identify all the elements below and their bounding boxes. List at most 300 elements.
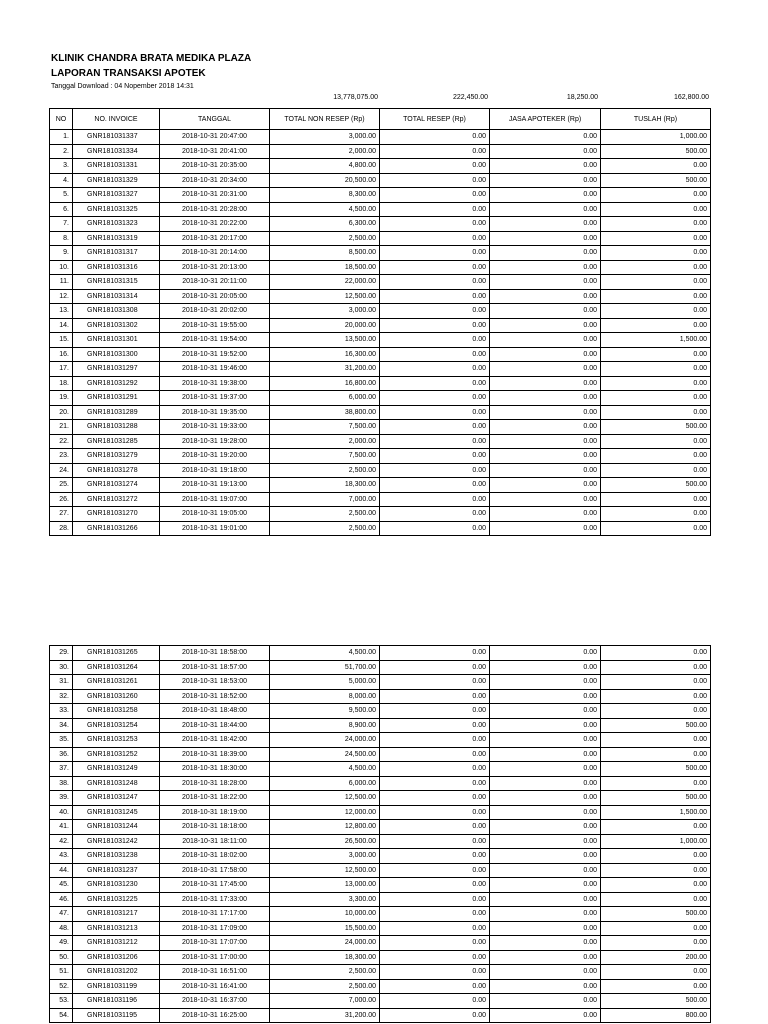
cell-non-resep: 7,500.00 (270, 420, 380, 435)
table-row (50, 231, 711, 246)
cell-tanggal: 2018-10-31 19:07:00 (160, 492, 270, 507)
table-row (50, 747, 711, 762)
cell-jasa: 0.00 (490, 405, 601, 420)
cell-tanggal: 2018-10-31 20:47:00 (160, 130, 270, 145)
cell-resep: 0.00 (380, 820, 490, 835)
cell-invoice: GNR181031291 (73, 391, 160, 406)
cell-no: 30. (50, 660, 73, 675)
table-row (50, 979, 711, 994)
table-row (50, 994, 711, 1009)
cell-jasa: 0.00 (490, 202, 601, 217)
cell-tanggal: 2018-10-31 18:58:00 (160, 646, 270, 661)
cell-non-resep: 5,000.00 (270, 675, 380, 690)
cell-resep: 0.00 (380, 950, 490, 965)
cell-no: 7. (50, 217, 73, 232)
cell-tuslah: 0.00 (601, 217, 711, 232)
cell-tanggal: 2018-10-31 20:17:00 (160, 231, 270, 246)
cell-resep: 0.00 (380, 173, 490, 188)
cell-resep: 0.00 (380, 936, 490, 951)
cell-resep: 0.00 (380, 347, 490, 362)
cell-resep: 0.00 (380, 420, 490, 435)
cell-resep: 0.00 (380, 733, 490, 748)
cell-jasa: 0.00 (490, 791, 601, 806)
cell-non-resep: 6,300.00 (270, 217, 380, 232)
cell-jasa: 0.00 (490, 892, 601, 907)
cell-no: 47. (50, 907, 73, 922)
cell-no: 12. (50, 289, 73, 304)
table-row (50, 820, 711, 835)
transaction-table-page-2 (49, 645, 711, 1023)
cell-no: 53. (50, 994, 73, 1009)
cell-tanggal: 2018-10-31 20:05:00 (160, 289, 270, 304)
cell-tanggal: 2018-10-31 20:28:00 (160, 202, 270, 217)
cell-tuslah: 0.00 (601, 660, 711, 675)
cell-resep: 0.00 (380, 521, 490, 536)
table-row (50, 318, 711, 333)
cell-no: 45. (50, 878, 73, 893)
cell-invoice: GNR181031319 (73, 231, 160, 246)
cell-invoice: GNR181031325 (73, 202, 160, 217)
table-row (50, 420, 711, 435)
cell-jasa: 0.00 (490, 950, 601, 965)
table-row (50, 478, 711, 493)
cell-jasa: 0.00 (490, 304, 601, 319)
cell-no: 50. (50, 950, 73, 965)
cell-tuslah: 1,500.00 (601, 805, 711, 820)
table-body-page-2 (50, 646, 711, 1023)
cell-invoice: GNR181031302 (73, 318, 160, 333)
cell-resep: 0.00 (380, 391, 490, 406)
cell-tuslah: 0.00 (601, 492, 711, 507)
table-row (50, 675, 711, 690)
cell-non-resep: 3,300.00 (270, 892, 380, 907)
cell-tanggal: 2018-10-31 20:41:00 (160, 144, 270, 159)
cell-jasa: 0.00 (490, 376, 601, 391)
cell-tuslah: 500.00 (601, 144, 711, 159)
cell-non-resep: 12,500.00 (270, 863, 380, 878)
cell-non-resep: 13,500.00 (270, 333, 380, 348)
cell-jasa: 0.00 (490, 521, 601, 536)
cell-non-resep: 12,800.00 (270, 820, 380, 835)
table-row (50, 907, 711, 922)
cell-tuslah: 500.00 (601, 718, 711, 733)
cell-invoice: GNR181031297 (73, 362, 160, 377)
cell-non-resep: 18,300.00 (270, 478, 380, 493)
cell-no: 46. (50, 892, 73, 907)
cell-tanggal: 2018-10-31 17:58:00 (160, 863, 270, 878)
cell-tuslah: 1,500.00 (601, 333, 711, 348)
table-row (50, 805, 711, 820)
cell-invoice: GNR181031285 (73, 434, 160, 449)
cell-invoice: GNR181031308 (73, 304, 160, 319)
clinic-title: KLINIK CHANDRA BRATA MEDIKA PLAZA (51, 53, 252, 64)
cell-tanggal: 2018-10-31 18:48:00 (160, 704, 270, 719)
total-jasa-apoteker: 18,250.00 (566, 94, 598, 101)
cell-no: 10. (50, 260, 73, 275)
cell-jasa: 0.00 (490, 362, 601, 377)
cell-tuslah: 0.00 (601, 347, 711, 362)
cell-invoice: GNR181031292 (73, 376, 160, 391)
col-header-invoice: NO. INVOICE (73, 109, 160, 130)
cell-non-resep: 6,000.00 (270, 776, 380, 791)
cell-no: 32. (50, 689, 73, 704)
cell-resep: 0.00 (380, 994, 490, 1009)
cell-jasa: 0.00 (490, 878, 601, 893)
cell-jasa: 0.00 (490, 333, 601, 348)
cell-invoice: GNR181031248 (73, 776, 160, 791)
table-row (50, 202, 711, 217)
cell-invoice: GNR181031265 (73, 646, 160, 661)
cell-jasa: 0.00 (490, 805, 601, 820)
cell-invoice: GNR181031270 (73, 507, 160, 522)
cell-no: 42. (50, 834, 73, 849)
cell-resep: 0.00 (380, 434, 490, 449)
cell-jasa: 0.00 (490, 188, 601, 203)
col-header-tuslah: TUSLAH (Rp) (601, 109, 711, 130)
table-row (50, 892, 711, 907)
cell-resep: 0.00 (380, 878, 490, 893)
cell-tanggal: 2018-10-31 19:28:00 (160, 434, 270, 449)
report-title: LAPORAN TRANSAKSI APOTEK (51, 68, 206, 79)
cell-resep: 0.00 (380, 849, 490, 864)
cell-resep: 0.00 (380, 478, 490, 493)
cell-invoice: GNR181031260 (73, 689, 160, 704)
cell-jasa: 0.00 (490, 907, 601, 922)
table-row (50, 376, 711, 391)
table-row (50, 863, 711, 878)
cell-jasa: 0.00 (490, 478, 601, 493)
cell-tanggal: 2018-10-31 18:11:00 (160, 834, 270, 849)
table-row (50, 965, 711, 980)
cell-invoice: GNR181031316 (73, 260, 160, 275)
cell-non-resep: 7,000.00 (270, 492, 380, 507)
cell-tuslah: 0.00 (601, 878, 711, 893)
cell-tanggal: 2018-10-31 20:34:00 (160, 173, 270, 188)
cell-no: 44. (50, 863, 73, 878)
cell-jasa: 0.00 (490, 130, 601, 145)
total-resep: 222,450.00 (452, 94, 488, 101)
cell-non-resep: 2,500.00 (270, 521, 380, 536)
cell-tanggal: 2018-10-31 20:22:00 (160, 217, 270, 232)
cell-invoice: GNR181031301 (73, 333, 160, 348)
table-row (50, 275, 711, 290)
cell-resep: 0.00 (380, 1008, 490, 1023)
cell-non-resep: 12,500.00 (270, 791, 380, 806)
cell-resep: 0.00 (380, 979, 490, 994)
cell-tuslah: 0.00 (601, 260, 711, 275)
cell-resep: 0.00 (380, 507, 490, 522)
cell-jasa: 0.00 (490, 1008, 601, 1023)
cell-resep: 0.00 (380, 704, 490, 719)
cell-non-resep: 10,000.00 (270, 907, 380, 922)
cell-jasa: 0.00 (490, 144, 601, 159)
cell-resep: 0.00 (380, 675, 490, 690)
cell-non-resep: 26,500.00 (270, 834, 380, 849)
cell-jasa: 0.00 (490, 820, 601, 835)
cell-non-resep: 24,000.00 (270, 733, 380, 748)
table-row (50, 1008, 711, 1023)
cell-resep: 0.00 (380, 159, 490, 174)
cell-resep: 0.00 (380, 965, 490, 980)
cell-no: 9. (50, 246, 73, 261)
table-row (50, 144, 711, 159)
table-row (50, 260, 711, 275)
cell-invoice: GNR181031315 (73, 275, 160, 290)
cell-no: 1. (50, 130, 73, 145)
cell-resep: 0.00 (380, 449, 490, 464)
cell-tanggal: 2018-10-31 19:55:00 (160, 318, 270, 333)
cell-resep: 0.00 (380, 318, 490, 333)
cell-resep: 0.00 (380, 747, 490, 762)
cell-non-resep: 18,300.00 (270, 950, 380, 965)
cell-tanggal: 2018-10-31 18:53:00 (160, 675, 270, 690)
cell-tuslah: 0.00 (601, 304, 711, 319)
cell-invoice: GNR181031266 (73, 521, 160, 536)
cell-jasa: 0.00 (490, 979, 601, 994)
cell-no: 11. (50, 275, 73, 290)
cell-tanggal: 2018-10-31 19:18:00 (160, 463, 270, 478)
cell-no: 35. (50, 733, 73, 748)
cell-non-resep: 20,500.00 (270, 173, 380, 188)
cell-non-resep: 3,000.00 (270, 849, 380, 864)
cell-no: 15. (50, 333, 73, 348)
table-body-page-1 (50, 130, 711, 536)
table-row (50, 449, 711, 464)
cell-resep: 0.00 (380, 202, 490, 217)
cell-tanggal: 2018-10-31 20:13:00 (160, 260, 270, 275)
cell-jasa: 0.00 (490, 863, 601, 878)
cell-invoice: GNR181031331 (73, 159, 160, 174)
cell-jasa: 0.00 (490, 762, 601, 777)
cell-resep: 0.00 (380, 362, 490, 377)
cell-non-resep: 20,000.00 (270, 318, 380, 333)
cell-resep: 0.00 (380, 762, 490, 777)
cell-jasa: 0.00 (490, 776, 601, 791)
table-row (50, 130, 711, 145)
cell-tanggal: 2018-10-31 18:02:00 (160, 849, 270, 864)
cell-non-resep: 7,500.00 (270, 449, 380, 464)
cell-jasa: 0.00 (490, 463, 601, 478)
table-row (50, 521, 711, 536)
cell-tuslah: 0.00 (601, 434, 711, 449)
cell-resep: 0.00 (380, 260, 490, 275)
cell-tanggal: 2018-10-31 20:31:00 (160, 188, 270, 203)
cell-resep: 0.00 (380, 718, 490, 733)
cell-invoice: GNR181031329 (73, 173, 160, 188)
cell-tanggal: 2018-10-31 19:20:00 (160, 449, 270, 464)
cell-tanggal: 2018-10-31 18:28:00 (160, 776, 270, 791)
cell-no: 43. (50, 849, 73, 864)
cell-tanggal: 2018-10-31 16:25:00 (160, 1008, 270, 1023)
cell-tanggal: 2018-10-31 19:38:00 (160, 376, 270, 391)
cell-tanggal: 2018-10-31 16:37:00 (160, 994, 270, 1009)
cell-jasa: 0.00 (490, 231, 601, 246)
cell-no: 29. (50, 646, 73, 661)
cell-non-resep: 2,500.00 (270, 965, 380, 980)
cell-no: 22. (50, 434, 73, 449)
cell-non-resep: 8,300.00 (270, 188, 380, 203)
cell-invoice: GNR181031244 (73, 820, 160, 835)
cell-tuslah: 0.00 (601, 979, 711, 994)
cell-tanggal: 2018-10-31 19:05:00 (160, 507, 270, 522)
table-row (50, 689, 711, 704)
cell-non-resep: 9,500.00 (270, 704, 380, 719)
cell-jasa: 0.00 (490, 834, 601, 849)
cell-tuslah: 0.00 (601, 449, 711, 464)
cell-invoice: GNR181031213 (73, 921, 160, 936)
transaction-table-page-1 (49, 108, 711, 536)
cell-invoice: GNR181031249 (73, 762, 160, 777)
cell-resep: 0.00 (380, 863, 490, 878)
cell-resep: 0.00 (380, 304, 490, 319)
cell-resep: 0.00 (380, 921, 490, 936)
cell-tanggal: 2018-10-31 18:30:00 (160, 762, 270, 777)
cell-invoice: GNR181031230 (73, 878, 160, 893)
cell-jasa: 0.00 (490, 675, 601, 690)
cell-jasa: 0.00 (490, 507, 601, 522)
cell-tuslah: 0.00 (601, 965, 711, 980)
cell-no: 14. (50, 318, 73, 333)
cell-invoice: GNR181031334 (73, 144, 160, 159)
cell-invoice: GNR181031314 (73, 289, 160, 304)
cell-no: 36. (50, 747, 73, 762)
cell-tanggal: 2018-10-31 18:57:00 (160, 660, 270, 675)
cell-tanggal: 2018-10-31 20:35:00 (160, 159, 270, 174)
cell-tuslah: 500.00 (601, 791, 711, 806)
cell-non-resep: 3,000.00 (270, 304, 380, 319)
cell-tanggal: 2018-10-31 19:01:00 (160, 521, 270, 536)
cell-non-resep: 4,800.00 (270, 159, 380, 174)
table-row (50, 646, 711, 661)
cell-invoice: GNR181031202 (73, 965, 160, 980)
cell-tanggal: 2018-10-31 18:18:00 (160, 820, 270, 835)
cell-jasa: 0.00 (490, 492, 601, 507)
cell-tuslah: 500.00 (601, 762, 711, 777)
cell-non-resep: 16,800.00 (270, 376, 380, 391)
cell-non-resep: 16,300.00 (270, 347, 380, 362)
cell-jasa: 0.00 (490, 449, 601, 464)
table-row (50, 173, 711, 188)
cell-tanggal: 2018-10-31 17:00:00 (160, 950, 270, 965)
cell-non-resep: 51,700.00 (270, 660, 380, 675)
cell-tuslah: 0.00 (601, 159, 711, 174)
table-row (50, 188, 711, 203)
table-row (50, 434, 711, 449)
table-row (50, 507, 711, 522)
cell-invoice: GNR181031300 (73, 347, 160, 362)
cell-no: 16. (50, 347, 73, 362)
cell-resep: 0.00 (380, 130, 490, 145)
cell-non-resep: 12,500.00 (270, 289, 380, 304)
cell-resep: 0.00 (380, 907, 490, 922)
cell-no: 25. (50, 478, 73, 493)
cell-tuslah: 0.00 (601, 362, 711, 377)
total-tuslah: 162,800.00 (673, 94, 709, 101)
cell-jasa: 0.00 (490, 159, 601, 174)
cell-tuslah: 0.00 (601, 675, 711, 690)
cell-no: 8. (50, 231, 73, 246)
cell-invoice: GNR181031317 (73, 246, 160, 261)
cell-tanggal: 2018-10-31 19:33:00 (160, 420, 270, 435)
table-row (50, 217, 711, 232)
cell-tanggal: 2018-10-31 19:52:00 (160, 347, 270, 362)
cell-tanggal: 2018-10-31 19:13:00 (160, 478, 270, 493)
cell-invoice: GNR181031196 (73, 994, 160, 1009)
cell-invoice: GNR181031274 (73, 478, 160, 493)
cell-tanggal: 2018-10-31 17:09:00 (160, 921, 270, 936)
table-row (50, 391, 711, 406)
cell-invoice: GNR181031323 (73, 217, 160, 232)
cell-invoice: GNR181031206 (73, 950, 160, 965)
cell-resep: 0.00 (380, 405, 490, 420)
cell-tanggal: 2018-10-31 18:39:00 (160, 747, 270, 762)
cell-jasa: 0.00 (490, 704, 601, 719)
cell-invoice: GNR181031195 (73, 1008, 160, 1023)
cell-jasa: 0.00 (490, 646, 601, 661)
download-date: Tanggal Download : 04 Nopember 2018 14:31 (51, 83, 194, 90)
col-header-resep: TOTAL RESEP (Rp) (380, 109, 490, 130)
table-row (50, 878, 711, 893)
cell-jasa: 0.00 (490, 733, 601, 748)
cell-no: 20. (50, 405, 73, 420)
cell-tanggal: 2018-10-31 20:02:00 (160, 304, 270, 319)
cell-tanggal: 2018-10-31 17:07:00 (160, 936, 270, 951)
cell-invoice: GNR181031253 (73, 733, 160, 748)
cell-tanggal: 2018-10-31 17:33:00 (160, 892, 270, 907)
cell-tanggal: 2018-10-31 16:51:00 (160, 965, 270, 980)
cell-invoice: GNR181031288 (73, 420, 160, 435)
cell-no: 21. (50, 420, 73, 435)
cell-invoice: GNR181031279 (73, 449, 160, 464)
cell-resep: 0.00 (380, 689, 490, 704)
cell-tuslah: 1,000.00 (601, 834, 711, 849)
table-row (50, 733, 711, 748)
cell-invoice: GNR181031337 (73, 130, 160, 145)
cell-non-resep: 38,800.00 (270, 405, 380, 420)
cell-no: 54. (50, 1008, 73, 1023)
cell-jasa: 0.00 (490, 318, 601, 333)
cell-tuslah: 0.00 (601, 318, 711, 333)
table-row (50, 660, 711, 675)
cell-no: 48. (50, 921, 73, 936)
cell-non-resep: 31,200.00 (270, 362, 380, 377)
cell-tanggal: 2018-10-31 19:35:00 (160, 405, 270, 420)
cell-resep: 0.00 (380, 144, 490, 159)
cell-non-resep: 2,000.00 (270, 434, 380, 449)
table-row (50, 834, 711, 849)
cell-jasa: 0.00 (490, 689, 601, 704)
cell-resep: 0.00 (380, 289, 490, 304)
cell-non-resep: 18,500.00 (270, 260, 380, 275)
cell-non-resep: 2,500.00 (270, 507, 380, 522)
cell-tuslah: 0.00 (601, 231, 711, 246)
cell-no: 26. (50, 492, 73, 507)
cell-tanggal: 2018-10-31 18:22:00 (160, 791, 270, 806)
cell-invoice: GNR181031327 (73, 188, 160, 203)
cell-non-resep: 2,500.00 (270, 231, 380, 246)
cell-non-resep: 4,500.00 (270, 202, 380, 217)
cell-invoice: GNR181031272 (73, 492, 160, 507)
cell-tuslah: 500.00 (601, 420, 711, 435)
cell-no: 37. (50, 762, 73, 777)
cell-no: 39. (50, 791, 73, 806)
cell-jasa: 0.00 (490, 965, 601, 980)
cell-invoice: GNR181031212 (73, 936, 160, 951)
cell-no: 4. (50, 173, 73, 188)
cell-resep: 0.00 (380, 246, 490, 261)
cell-resep: 0.00 (380, 217, 490, 232)
cell-jasa: 0.00 (490, 217, 601, 232)
